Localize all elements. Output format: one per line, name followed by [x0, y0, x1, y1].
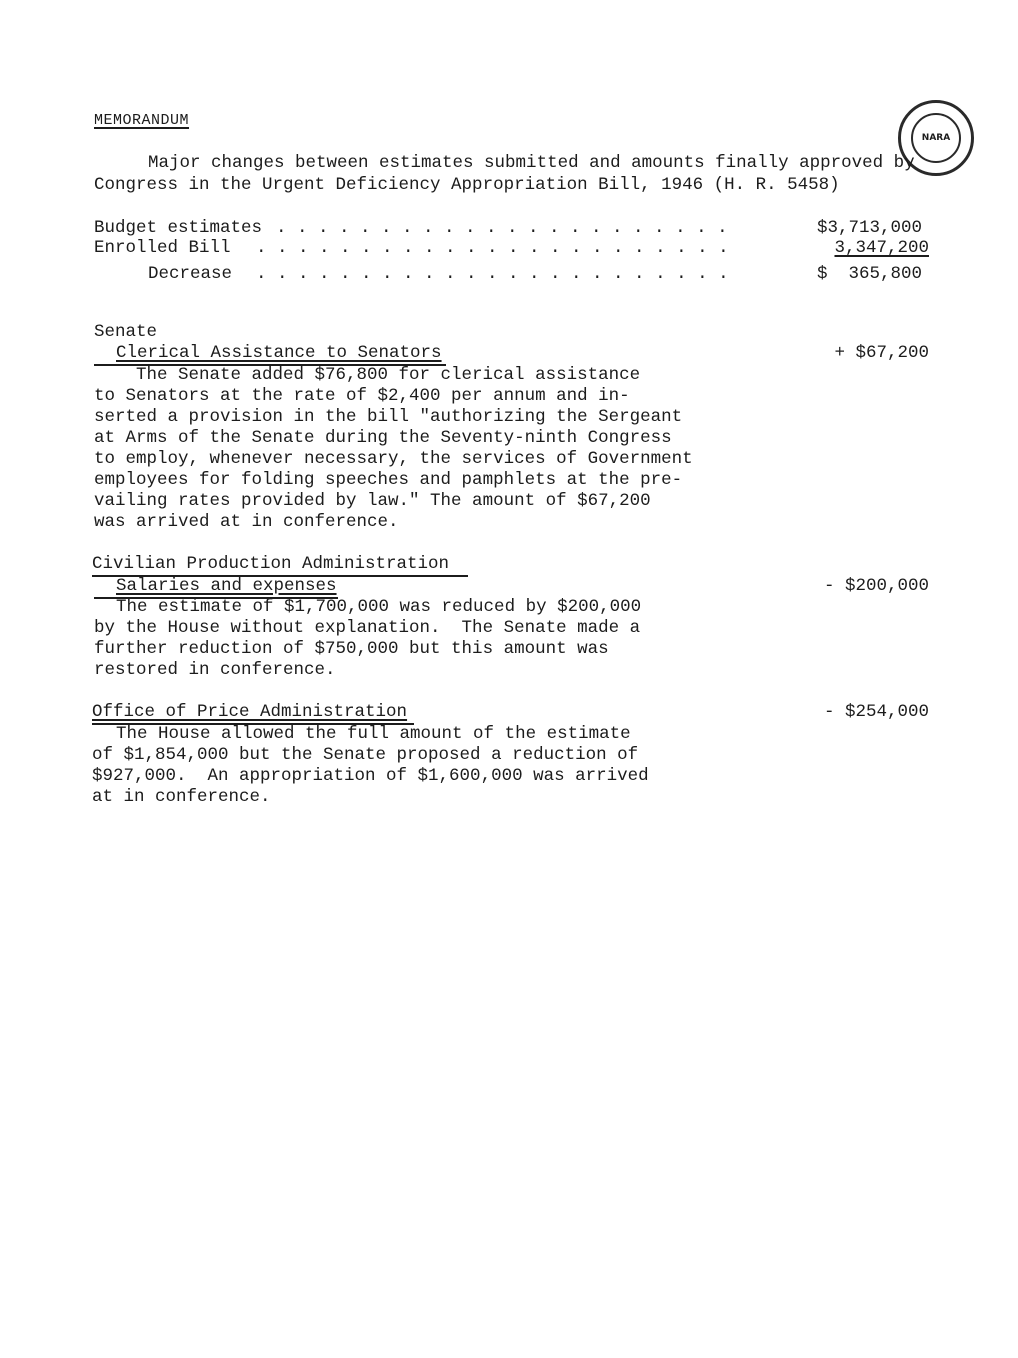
section-subheading-senate: Clerical Assistance to Senators [116, 343, 442, 363]
leader-dots: . . . . . . . . . . . . . . . . . . . . . . . [256, 264, 729, 284]
intro-line-2: Congress in the Urgent Deficiency Appropriation Bill, 1946 (H. R. 5458) [94, 175, 840, 195]
cpa-line-3: further reduction of $750,000 but this amount was [94, 639, 609, 659]
senate-line-7: vailing rates provided by law." The amount of $67,200 [94, 491, 651, 511]
summary-label-budget: Budget estimates [94, 218, 263, 238]
opa-line-4: at in conference. [92, 787, 271, 807]
leader-dots: . . . . . . . . . . . . . . . . . . . . . . [276, 218, 728, 238]
summary-label-enrolled: Enrolled Bill [94, 238, 231, 258]
leader-dots: . . . . . . . . . . . . . . . . . . . . . . . [256, 238, 729, 258]
senate-line-8: was arrived at in conference. [94, 512, 399, 532]
section-heading-cpa: Civilian Production Administration [92, 554, 450, 574]
senate-line-2: to Senators at the rate of $2,400 per annum and in- [94, 386, 630, 406]
senate-line-6: employees for folding speeches and pamphlets at the pre- [94, 470, 683, 490]
section-heading-opa: Office of Price Administration [92, 702, 408, 722]
stamp-center: NARA [911, 113, 961, 163]
section-amount-opa: - $254,000 [823, 702, 929, 722]
summary-amount-decrease: $ 365,800 [816, 264, 922, 284]
section-heading-senate: Senate [94, 322, 158, 342]
section-amount-cpa: - $200,000 [823, 576, 929, 596]
cpa-line-1: The estimate of $1,700,000 was reduced by $200,000 [116, 597, 642, 617]
senate-line-5: to employ, whenever necessary, the services of Government [94, 449, 693, 469]
summary-label-decrease: Decrease [148, 264, 233, 284]
cpa-line-4: restored in conference. [94, 660, 336, 680]
opa-line-1: The House allowed the full amount of the estimate [116, 724, 631, 744]
section-amount-senate: + $67,200 [834, 343, 929, 363]
memo-title: MEMORANDUM [94, 112, 190, 129]
senate-line-1: The Senate added $76,800 for clerical assistance [136, 365, 641, 385]
cpa-line-2: by the House without explanation. The Senate made a [94, 618, 641, 638]
senate-line-4: at Arms of the Senate during the Seventy-ninth Congress [94, 428, 672, 448]
opa-line-2: of $1,854,000 but the Senate proposed a reduction of [92, 745, 639, 765]
intro-line-1: Major changes between estimates submitted and amounts finally approved by [148, 153, 915, 173]
summary-amount-enrolled: 3,347,200 [834, 238, 929, 258]
summary-amount-budget: $3,713,000 [816, 218, 922, 238]
section-subheading-cpa: Salaries and expenses [116, 576, 337, 596]
senate-line-3: serted a provision in the bill "authorizing the Sergeant [94, 407, 683, 427]
opa-line-3: $927,000. An appropriation of $1,600,000 was arrived [92, 766, 649, 786]
